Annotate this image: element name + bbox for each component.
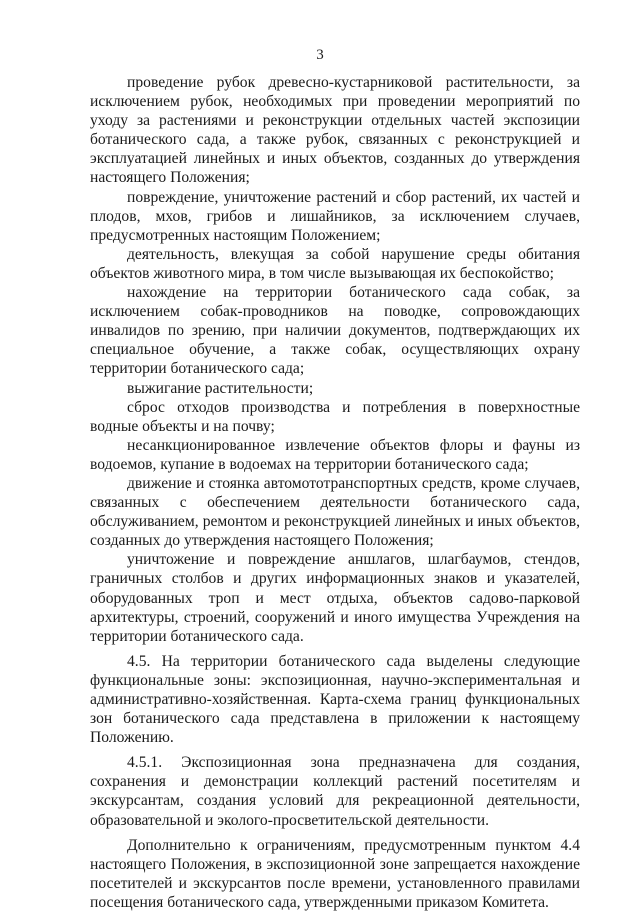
paragraph-section-4-5-1: 4.5.1. Экспозиционная зона предназначена для создания, сохранения и демонстрации коллекций растений посетителям и экскурсантам, создания условий для рекреационной деятельности, образовательной и эколого-просветительской деятельности. [90,754,580,829]
paragraph-section-4-5: 4.5. На территории ботанического сада выделены следующие функциональные зоны: экспозиционная, научно-экспериментальная и административно-хозяйственная. Карта-схема границ функциональных зон ботанического сада представлена в приложении к настоящему Положению. [90,652,580,747]
paragraph-wildlife-disturbance-ban: деятельность, влекущая за собой нарушение среды обитания объектов животного мира, в том числе вызывающая их беспокойство; [90,245,580,282]
paragraph-dogs-ban: нахождение на территории ботанического сада собак, за исключением собак-проводников на поводке, сопровождающих инвалидов по зрению, при наличии документов, подтверждающих их специальное обучение, а также собак, осуществляющих охрану территории ботанического сада; [90,284,580,378]
paragraph-flora-fauna-extraction-ban: несанкционированное извлечение объектов флоры и фауны из водоемов, купание в водоемах на территории ботанического сада; [90,436,580,473]
page-number: 3 [316,47,324,63]
paragraph-waste-discharge-ban: сброс отходов производства и потребления в поверхностные водные объекты и на почву; [90,398,580,435]
document-body [90,73,580,912]
paragraph-burning-ban: выжигание растительности; [127,379,314,397]
paragraph-vehicles-ban: движение и стоянка автомототранспортных средств, кроме случаев, связанных с обеспечением деятельности ботанического сада, обслуживанием, ремонтом и реконструкцией линейных и иных объектов, созданных до утверждения настоящего Положения; [90,474,580,550]
paragraph-plant-damage-ban: повреждение, уничтожение растений и сбор растений, их частей и плодов, мхов, грибов и лишайников, за исключением случаев, предусмотренных настоящим Положением; [90,188,580,244]
paragraph-property-damage-ban: уничтожение и повреждение аншлагов, шлагбаумов, стендов, граничных столбов и других информационных знаков и указателей, оборудованных троп и мест отдыха, объектов садово-парковой архитектуры, строений, сооружений и иного имущества Учреждения на территории ботанического сада. [90,551,580,645]
paragraph-additional-restrictions: Дополнительно к ограничениям, предусмотренным пунктом 4.4 настоящего Положения, в экспозиционной зоне запрещается нахождение посетителей и экскурсантов после времени, установленного правилами посещения ботанического сада, утвержденными приказом Комитета. [90,836,580,911]
paragraph-logging-ban: проведение рубок древесно-кустарниковой растительности, за исключением рубок, необходимых при проведении мероприятий по уходу за растениями и реконструкции отдельных частей экспозиции ботанического сада, а также рубок, связанных с реконструкцией и эксплуатацией линейных и иных объектов, созданных до утверждения настоящего Положения; [90,74,580,187]
